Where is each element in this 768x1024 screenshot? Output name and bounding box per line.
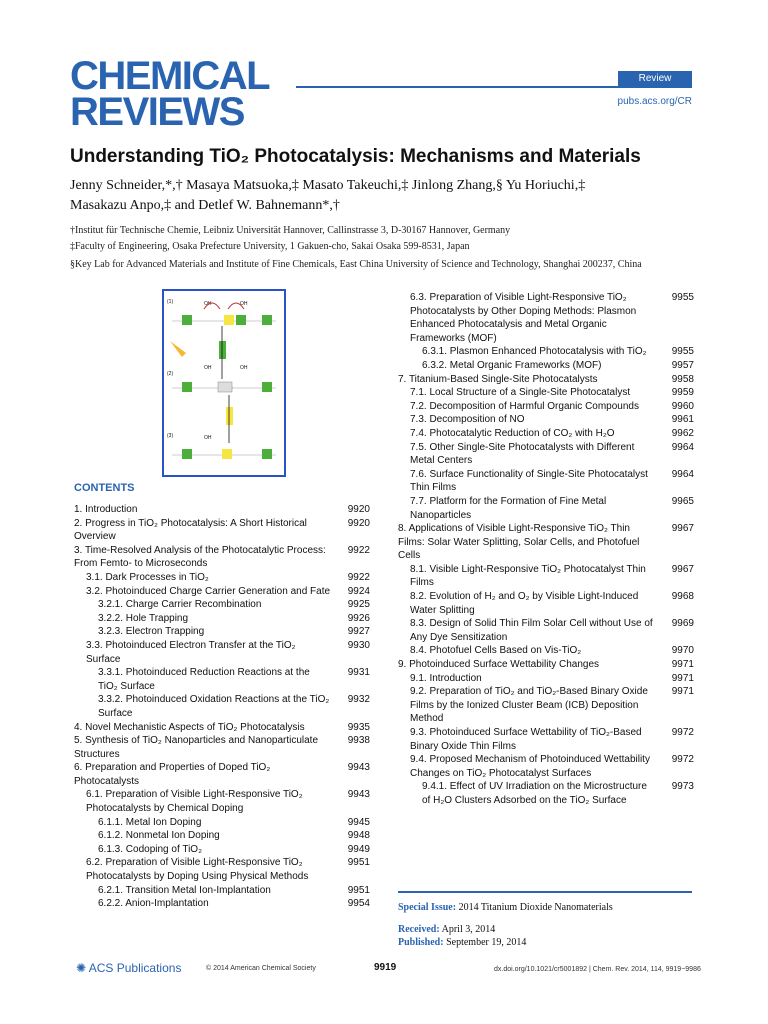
toc-entry[interactable] xyxy=(398,590,694,617)
toc-entry-page: 9970 xyxy=(671,645,694,657)
toc-entry-page: 9926 xyxy=(347,612,370,624)
toc-entry[interactable] xyxy=(398,522,694,563)
toc-entry[interactable] xyxy=(74,612,370,626)
toc-entry-page: 9920 xyxy=(347,504,370,515)
author-list xyxy=(70,176,710,216)
toc-entry-page: 9924 xyxy=(347,585,370,597)
toc-entry[interactable] xyxy=(398,672,694,686)
toc-entry-page: 9967 xyxy=(671,563,694,575)
toc-entry-page: 9964 xyxy=(671,441,694,453)
toc-entry-page: 9922 xyxy=(347,544,370,556)
green-bar xyxy=(219,341,226,359)
toc-entry-page: 9943 xyxy=(347,762,370,774)
toc-entry-title: 3.1. Dark Processes in TiO₂ xyxy=(86,571,209,583)
toc-entry-title: 4. Novel Mechanistic Aspects of TiO₂ Photocatalysis xyxy=(74,721,305,733)
oxygen-atom xyxy=(182,315,192,325)
toc-entry-page: 9938 xyxy=(347,735,370,747)
toc-entry-title: 8. Applications of Visible Light-Responsive TiO₂ Thin Films: Solar Water Splitting, Solar Cells, and Photofuel Cells xyxy=(398,523,640,562)
affiliation-1: †Institut für Technische Chemie, Leibniz Universität Hannover, Callinstrasse 3, D-30167 Hannover, Germany xyxy=(70,225,511,236)
toc-entry-title: 8.2. Evolution of H₂ and O₂ by Visible Light-Induced Water Splitting xyxy=(410,591,639,616)
toc-entry-title: 8.4. Photofuel Cells Based on Vis-TiO₂ xyxy=(410,645,582,657)
toc-entry-title: 3.2.3. Electron Trapping xyxy=(98,626,205,638)
toc-entry[interactable] xyxy=(398,658,694,672)
toc-entry-title: 6.2. Preparation of Visible Light-Responsive TiO₂ Photocatalysts by Doping Using Physical Methods xyxy=(86,857,309,883)
toc-entry[interactable] xyxy=(74,544,370,571)
toc-entry-title: 2. Progress in TiO₂ Photocatalysis: A Short Historical Overview xyxy=(74,517,307,543)
toc-entry[interactable] xyxy=(74,897,370,911)
acs-publisher-name: ACS Publications xyxy=(88,961,182,975)
meta-rule xyxy=(398,891,692,893)
article-title: Understanding TiO₂ Photocatalysis: Mechanisms and Materials xyxy=(70,146,641,167)
page-number: 9919 xyxy=(374,962,397,973)
toc-entry-title: 7.2. Decomposition of Harmful Organic Compounds xyxy=(410,400,639,412)
toc-entry[interactable] xyxy=(74,585,370,599)
toc-entry[interactable] xyxy=(74,856,370,883)
toc-entry-title: 9. Photoinduced Surface Wettability Changes xyxy=(398,659,600,671)
toc-entry-title: 9.4. Proposed Mechanism of Photoinduced Wettability Changes on TiO₂ Photocatalyst Surfaces xyxy=(410,754,650,779)
toc-entry-title: 7.7. Platform for the Formation of Fine Metal Nanoparticles xyxy=(410,495,607,521)
toc-entry-title: 7.5. Other Single-Site Photocatalysts with Different Metal Centers xyxy=(410,441,635,467)
toc-entry-title: 5. Synthesis of TiO₂ Nanoparticles and Nanoparticulate Structures xyxy=(74,735,319,760)
journal-logo-line1: CHEMICAL xyxy=(70,54,270,98)
toc-left-column xyxy=(74,503,370,911)
received-date xyxy=(398,924,495,935)
toc-entry[interactable] xyxy=(398,400,694,414)
oxygen-atom xyxy=(262,382,272,392)
toc-entry-page: 9954 xyxy=(347,898,370,910)
received-label: Received: xyxy=(398,924,440,935)
toc-entry-page: 9951 xyxy=(347,857,370,869)
toc-right-column xyxy=(398,291,694,808)
toc-entry[interactable] xyxy=(74,625,370,639)
toc-entry-page: 9922 xyxy=(347,571,370,583)
toc-entry[interactable] xyxy=(398,685,694,726)
toc-entry[interactable] xyxy=(398,617,694,644)
toc-entry-title: 9.3. Photoinduced Surface Wettability of TiO₂-Based Binary Oxide Thin Films xyxy=(410,727,642,752)
toc-entry-page: 9927 xyxy=(347,626,370,638)
yellow-atom xyxy=(222,449,232,459)
toc-entry[interactable] xyxy=(74,761,370,788)
toc-entry-title: 3.3.2. Photoinduced Oxidation Reactions at the TiO₂ Surface xyxy=(98,694,330,719)
doi-citation[interactable]: dx.doi.org/10.1021/cr5001892 | Chem. Rev. 2014, 114, 9919−9986 xyxy=(494,966,701,973)
toc-entry-title: 6.1.2. Nonmetal Ion Doping xyxy=(98,830,220,842)
toc-entry[interactable] xyxy=(398,441,694,468)
journal-logo xyxy=(70,54,270,134)
toc-entry[interactable] xyxy=(398,495,694,522)
toc-entry[interactable] xyxy=(74,503,370,517)
diagram-label: OH xyxy=(240,301,248,307)
toc-entry[interactable] xyxy=(398,359,694,373)
published-date xyxy=(398,937,526,948)
toc-entry-page: 9971 xyxy=(671,672,694,684)
affiliation-2: ‡Faculty of Engineering, Osaka Prefecture University, 1 Gakuen-cho, Sakai Osaka 599-8531, Japan xyxy=(70,241,470,252)
toc-entry-page: 9962 xyxy=(671,427,694,439)
toc-entry[interactable] xyxy=(398,291,694,345)
toc-entry-page: 9945 xyxy=(347,816,370,828)
toc-entry-page: 9968 xyxy=(671,591,694,603)
toc-entry-title: 6. Preparation and Properties of Doped TiO₂ Photocatalysts xyxy=(74,762,271,787)
toc-entry-title: 8.1. Visible Light-Responsive TiO₂ Photocatalyst Thin Films xyxy=(410,563,646,589)
affiliation-3: §Key Lab for Advanced Materials and Institute of Fine Chemicals, East China University of Science and Technology, Shanghai 200237, China xyxy=(70,259,642,270)
toc-entry-page: 9958 xyxy=(671,373,694,385)
toc-entry-title: 6.3. Preparation of Visible Light-Responsive TiO₂ Photocatalysts by Other Doping Methods: Plasmon Enhanced Photocatalysis and Metal Organic Frameworks (MOF) xyxy=(410,292,637,344)
toc-entry-title: 3. Time-Resolved Analysis of the Photocatalytic Process: From Femto- to Microseconds xyxy=(74,544,326,570)
acs-logo-icon: ✺ xyxy=(76,961,87,975)
toc-entry-page: 9925 xyxy=(347,599,370,611)
mechanism-diagram xyxy=(164,291,284,475)
toc-entry-title: 6.3.2. Metal Organic Frameworks (MOF) xyxy=(422,359,602,371)
toc-entry-page: 9949 xyxy=(347,843,370,855)
toc-entry-title: 3.2.1. Charge Carrier Recombination xyxy=(98,599,262,611)
journal-url-link[interactable]: pubs.acs.org/CR xyxy=(617,96,692,107)
toc-entry-page: 9951 xyxy=(347,884,370,896)
toc-entry-page: 9973 xyxy=(671,781,694,793)
special-issue-value[interactable]: 2014 Titanium Dioxide Nanomaterials xyxy=(458,902,613,913)
toc-entry[interactable] xyxy=(398,468,694,495)
toc-entry-title: 3.3.1. Photoinduced Reduction Reactions at the TiO₂ Surface xyxy=(98,667,310,692)
toc-entry[interactable] xyxy=(74,517,370,544)
toc-entry-title: 7.4. Photocatalytic Reduction of CO₂ with H₂O xyxy=(410,427,615,439)
toc-entry[interactable] xyxy=(74,571,370,585)
toc-entry[interactable] xyxy=(74,693,370,720)
toc-entry[interactable] xyxy=(398,726,694,753)
toc-entry-page: 9969 xyxy=(671,618,694,630)
toc-entry-page: 9957 xyxy=(671,359,694,371)
toc-entry-page: 9965 xyxy=(671,495,694,507)
toc-entry-page: 9967 xyxy=(671,523,694,535)
toc-entry-page: 9959 xyxy=(671,387,694,399)
toc-entry[interactable] xyxy=(74,666,370,693)
contents-heading: CONTENTS xyxy=(74,482,135,494)
diagram-label: OH xyxy=(204,435,212,441)
toc-entry-title: 6.1. Preparation of Visible Light-Responsive TiO₂ Photocatalysts by Chemical Doping xyxy=(86,789,303,815)
toc-entry-title: 7. Titanium-Based Single-Site Photocatalysts xyxy=(398,373,598,385)
toc-entry-page: 9971 xyxy=(671,659,694,671)
toc-entry-title: 6.3.1. Plasmon Enhanced Photocatalysis with TiO₂ xyxy=(422,346,647,358)
toc-entry[interactable] xyxy=(74,843,370,857)
toc-entry-title: 6.2.2. Anion-Implantation xyxy=(98,898,209,910)
toc-entry-page: 9961 xyxy=(671,414,694,426)
toc-graphic xyxy=(162,289,286,477)
toc-entry-page: 9955 xyxy=(671,292,694,303)
published-value: September 19, 2014 xyxy=(446,937,527,948)
oxygen-atom xyxy=(182,449,192,459)
toc-entry[interactable] xyxy=(74,884,370,898)
toc-entry-title: 6.2.1. Transition Metal Ion-Implantation xyxy=(98,884,271,896)
toc-entry[interactable] xyxy=(74,639,370,666)
toc-entry[interactable] xyxy=(74,734,370,761)
toc-entry-page: 9930 xyxy=(347,639,370,651)
diagram-label: (3) xyxy=(167,433,174,439)
toc-entry-title: 9.2. Preparation of TiO₂ and TiO₂-Based Binary Oxide Films by the Ionized Cluster Beam (ICB) Deposition Method xyxy=(410,686,648,725)
authors-line-1: Jenny Schneider,*,† Masaya Matsuoka,‡ Masato Takeuchi,‡ Jinlong Zhang,§ Yu Horiuchi,‡ xyxy=(70,178,586,193)
yellow-bar xyxy=(226,407,233,425)
yellow-atom xyxy=(224,315,234,325)
toc-entry[interactable] xyxy=(74,816,370,830)
oxygen-atom xyxy=(236,315,246,325)
toc-entry[interactable] xyxy=(398,373,694,387)
toc-entry-page: 9932 xyxy=(347,694,370,706)
published-label: Published: xyxy=(398,937,444,948)
toc-entry[interactable] xyxy=(398,413,694,427)
toc-entry-page: 9920 xyxy=(347,517,370,529)
diagram-label: (2) xyxy=(167,371,174,377)
toc-entry-page: 9955 xyxy=(671,346,694,358)
article-type-badge: Review xyxy=(618,71,692,87)
diagram-label: OH xyxy=(204,365,212,371)
diagram-label: (1) xyxy=(167,299,174,305)
toc-entry-page: 9972 xyxy=(671,754,694,766)
toc-entry-title: 1. Introduction xyxy=(74,504,138,515)
received-value: April 3, 2014 xyxy=(441,924,496,935)
toc-entry[interactable] xyxy=(74,788,370,815)
light-arrow-icon xyxy=(170,341,186,357)
toc-entry[interactable] xyxy=(398,345,694,359)
toc-entry[interactable] xyxy=(398,753,694,780)
copyright: © 2014 American Chemical Society xyxy=(206,965,316,972)
toc-entry-title: 3.3. Photoinduced Electron Transfer at the TiO₂ Surface xyxy=(86,639,296,665)
toc-entry[interactable] xyxy=(398,644,694,658)
toc-entry[interactable] xyxy=(74,721,370,735)
oxygen-atom xyxy=(262,449,272,459)
toc-entry-page: 9948 xyxy=(347,830,370,842)
toc-entry-page: 9935 xyxy=(347,721,370,733)
toc-entry-title: 6.1.3. Codoping of TiO₂ xyxy=(98,843,202,855)
header-rule xyxy=(296,86,692,88)
toc-entry-title: 9.1. Introduction xyxy=(410,672,482,684)
acs-publications-logo[interactable] xyxy=(76,961,181,975)
toc-entry[interactable] xyxy=(398,386,694,400)
journal-logo-line2: REVIEWS xyxy=(70,90,244,134)
vacancy-box xyxy=(218,382,232,392)
oxygen-atom xyxy=(182,382,192,392)
toc-entry-title: 3.2. Photoinduced Charge Carrier Generation and Fate xyxy=(86,585,331,597)
toc-entry[interactable] xyxy=(398,427,694,441)
toc-entry-title: 6.1.1. Metal Ion Doping xyxy=(98,816,202,828)
toc-entry[interactable] xyxy=(398,563,694,590)
diagram-label: OH xyxy=(240,365,248,371)
toc-entry-page: 9943 xyxy=(347,789,370,801)
toc-entry-page: 9931 xyxy=(347,667,370,679)
diagram-label: OH xyxy=(204,301,212,307)
toc-entry-title: 9.4.1. Effect of UV Irradiation on the Microstructure of H₂O Clusters Adsorbed on the TiO₂ Surface xyxy=(422,781,647,806)
toc-entry[interactable] xyxy=(398,780,694,807)
toc-entry-page: 9972 xyxy=(671,727,694,738)
toc-entry-title: 7.1. Local Structure of a Single-Site Photocatalyst xyxy=(410,387,631,399)
special-issue-label: Special Issue: xyxy=(398,902,457,913)
authors-line-2: Masakazu Anpo,‡ and Detlef W. Bahnemann*,† xyxy=(70,198,340,213)
toc-entry[interactable] xyxy=(74,598,370,612)
oxygen-atom xyxy=(262,315,272,325)
toc-entry-page: 9964 xyxy=(671,468,694,480)
toc-entry-title: 7.6. Surface Functionality of Single-Site Photocatalyst Thin Films xyxy=(410,468,648,494)
special-issue xyxy=(398,902,613,913)
toc-entry-title: 3.2.2. Hole Trapping xyxy=(98,612,189,624)
toc-entry-page: 9971 xyxy=(671,686,694,698)
toc-entry-title: 7.3. Decomposition of NO xyxy=(410,414,525,426)
toc-entry-title: 8.3. Design of Solid Thin Film Solar Cell without Use of Any Dye Sensitization xyxy=(410,618,653,643)
toc-entry[interactable] xyxy=(74,829,370,843)
toc-entry-page: 9960 xyxy=(671,400,694,412)
